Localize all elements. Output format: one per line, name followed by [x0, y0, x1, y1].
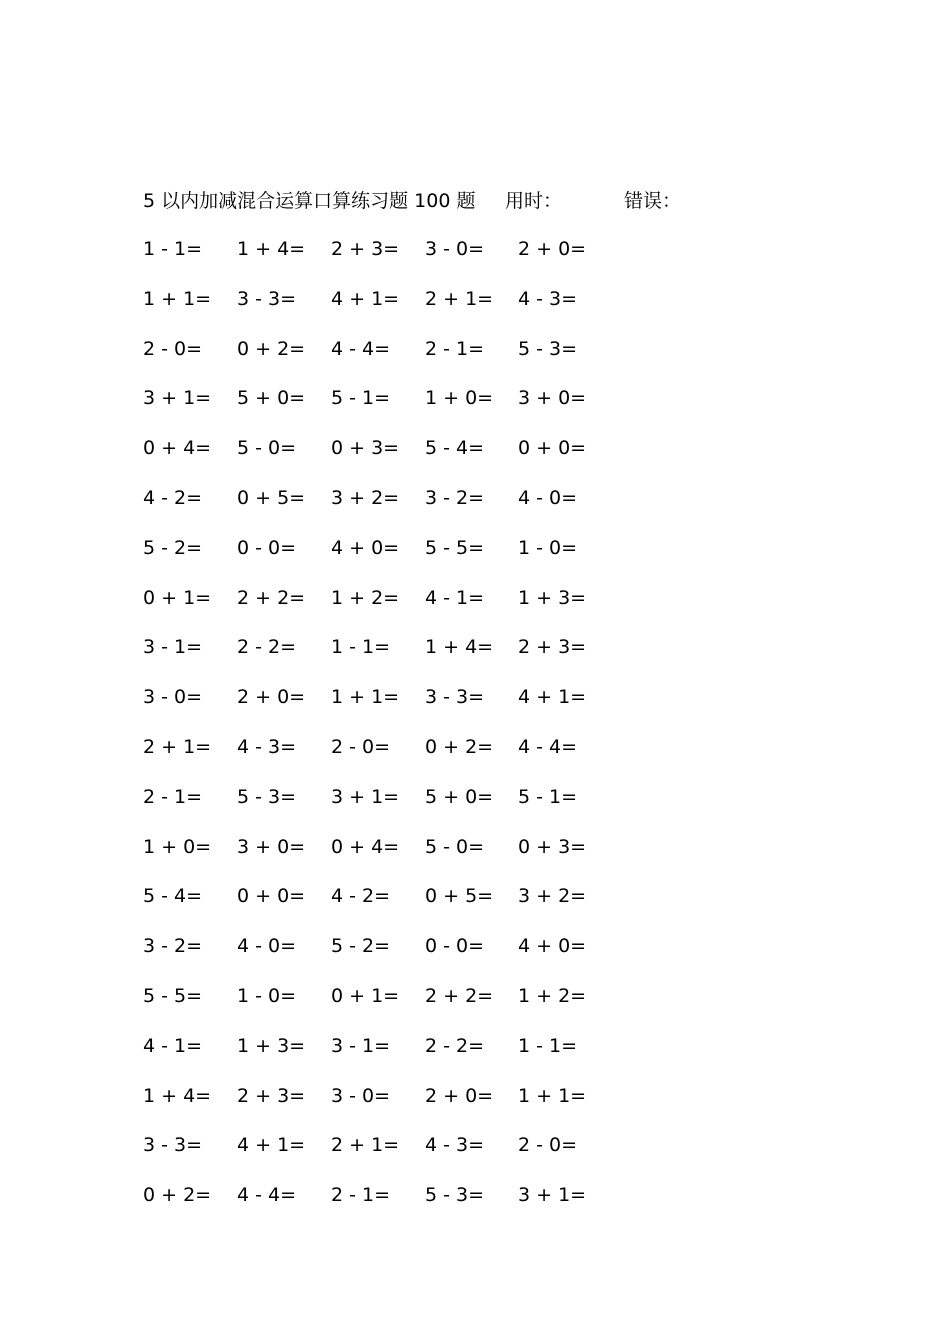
problem-item: 1 + 4= [237, 238, 306, 260]
problem-row [143, 632, 623, 682]
problem-item: 2 - 0= [331, 735, 391, 758]
problem-row [143, 1081, 623, 1131]
problem-item: 5 - 1= [518, 785, 578, 808]
problem-item: 1 - 0= [237, 984, 297, 1007]
problem-item: 2 + 0= [518, 238, 587, 260]
problem-row [143, 1180, 623, 1230]
problem-item: 5 - 1= [331, 387, 391, 410]
problem-item: 3 - 0= [331, 1084, 391, 1107]
problem-item: 0 + 2= [425, 735, 494, 758]
problem-row [143, 732, 623, 782]
problem-item: 5 - 5= [143, 984, 203, 1007]
problem-item: 4 - 4= [237, 1184, 297, 1207]
problem-grid [143, 234, 623, 1230]
problem-item: 3 - 3= [143, 1134, 203, 1157]
problem-item: 0 + 2= [237, 337, 306, 360]
problem-item: 2 + 0= [425, 1084, 494, 1107]
problem-item: 5 - 2= [143, 536, 203, 559]
problem-item: 4 - 2= [331, 885, 391, 908]
problem-item: 1 + 3= [518, 586, 587, 609]
worksheet-header [143, 186, 783, 216]
problem-item: 1 + 2= [331, 586, 400, 609]
problem-item: 3 + 1= [518, 1184, 587, 1207]
problem-row [143, 284, 623, 334]
problem-item: 5 - 3= [518, 337, 578, 360]
problem-row [143, 1031, 623, 1081]
problem-item: 1 - 1= [143, 238, 203, 260]
problem-row [143, 682, 623, 732]
problem-item: 1 - 1= [518, 1034, 578, 1057]
problem-item: 2 + 0= [237, 686, 306, 709]
problem-row [143, 1130, 623, 1180]
problem-item: 4 - 2= [143, 486, 203, 509]
problem-item: 4 - 1= [425, 586, 485, 609]
problem-item: 5 - 2= [331, 935, 391, 958]
problem-item: 0 - 0= [237, 536, 297, 559]
problem-item: 5 - 3= [237, 785, 297, 808]
problem-item: 0 + 1= [331, 984, 400, 1007]
problem-item: 2 - 1= [425, 337, 485, 360]
problem-item: 5 - 5= [425, 536, 485, 559]
problem-item: 1 - 1= [331, 636, 391, 659]
time-used-label: 用时： [505, 190, 563, 212]
problem-row [143, 483, 623, 533]
problem-row [143, 583, 623, 633]
problem-item: 0 + 0= [518, 437, 587, 460]
problem-item: 2 + 1= [143, 735, 212, 758]
problem-item: 2 + 1= [331, 1134, 400, 1157]
problem-item: 4 + 1= [331, 287, 400, 310]
problem-item: 0 + 5= [425, 885, 494, 908]
problem-item: 2 - 0= [143, 337, 203, 360]
problem-item: 3 - 3= [237, 287, 297, 310]
problem-item: 5 - 0= [425, 835, 485, 858]
problem-item: 0 + 5= [237, 486, 306, 509]
problem-item: 2 - 1= [331, 1184, 391, 1207]
problem-item: 1 + 4= [425, 636, 494, 659]
problem-item: 4 - 1= [143, 1034, 203, 1057]
problem-item: 0 - 0= [425, 935, 485, 958]
problem-row [143, 334, 623, 384]
problem-row [143, 533, 623, 583]
problem-item: 4 - 3= [237, 735, 297, 758]
problem-item: 5 - 4= [143, 885, 203, 908]
problem-item: 3 + 2= [331, 486, 400, 509]
problem-item: 4 + 1= [237, 1134, 306, 1157]
worksheet-title: 5 以内加减混合运算口算练习题 100 题 [143, 190, 476, 212]
problem-item: 3 - 2= [425, 486, 485, 509]
problem-item: 0 + 2= [143, 1184, 212, 1207]
problem-item: 3 - 2= [143, 935, 203, 958]
problem-item: 2 - 0= [518, 1134, 578, 1157]
problem-item: 4 + 0= [331, 536, 400, 559]
problem-item: 5 + 0= [237, 387, 306, 410]
problem-item: 4 - 3= [518, 287, 578, 310]
problem-item: 1 + 1= [518, 1084, 587, 1107]
problem-row [143, 931, 623, 981]
problem-item: 0 + 4= [331, 835, 400, 858]
problem-item: 4 - 3= [425, 1134, 485, 1157]
problem-item: 5 - 3= [425, 1184, 485, 1207]
problem-item: 5 - 4= [425, 437, 485, 460]
problem-item: 3 + 0= [237, 835, 306, 858]
problem-item: 2 - 2= [237, 636, 297, 659]
problem-item: 4 - 4= [518, 735, 578, 758]
problem-item: 1 + 3= [237, 1034, 306, 1057]
problem-item: 3 + 2= [518, 885, 587, 908]
problem-item: 3 + 0= [518, 387, 587, 410]
problem-item: 3 - 1= [331, 1034, 391, 1057]
problem-row [143, 234, 623, 284]
problem-item: 3 + 1= [331, 785, 400, 808]
problem-item: 0 + 1= [143, 586, 212, 609]
problem-row [143, 881, 623, 931]
problem-row [143, 981, 623, 1031]
problem-item: 2 + 3= [331, 238, 400, 260]
problem-item: 2 - 2= [425, 1034, 485, 1057]
problem-item: 0 + 0= [237, 885, 306, 908]
problem-item: 4 + 1= [518, 686, 587, 709]
problem-item: 4 + 0= [518, 935, 587, 958]
problem-item: 0 + 3= [518, 835, 587, 858]
problem-item: 3 - 1= [143, 636, 203, 659]
problem-item: 1 + 0= [425, 387, 494, 410]
problem-item: 4 - 0= [518, 486, 578, 509]
problem-item: 2 + 2= [237, 586, 306, 609]
problem-item: 1 + 1= [331, 686, 400, 709]
problem-item: 0 + 3= [331, 437, 400, 460]
problem-item: 1 + 0= [143, 835, 212, 858]
problem-row [143, 832, 623, 882]
problem-item: 5 + 0= [425, 785, 494, 808]
problem-item: 3 - 0= [143, 686, 203, 709]
problem-item: 3 + 1= [143, 387, 212, 410]
problem-item: 4 - 4= [331, 337, 391, 360]
problem-item: 0 + 4= [143, 437, 212, 460]
problem-item: 1 + 2= [518, 984, 587, 1007]
problem-item: 1 - 0= [518, 536, 578, 559]
problem-item: 1 + 1= [143, 287, 212, 310]
problem-row [143, 782, 623, 832]
problem-item: 2 - 1= [143, 785, 203, 808]
problem-row [143, 383, 623, 433]
problem-item: 2 + 1= [425, 287, 494, 310]
problem-item: 3 - 3= [425, 686, 485, 709]
problem-row [143, 433, 623, 483]
problem-item: 2 + 3= [237, 1084, 306, 1107]
problem-item: 3 - 0= [425, 238, 485, 260]
problem-item: 4 - 0= [237, 935, 297, 958]
problem-item: 2 + 2= [425, 984, 494, 1007]
problem-item: 1 + 4= [143, 1084, 212, 1107]
error-count-label: 错误： [624, 190, 682, 212]
problem-item: 5 - 0= [237, 437, 297, 460]
problem-item: 2 + 3= [518, 636, 587, 659]
